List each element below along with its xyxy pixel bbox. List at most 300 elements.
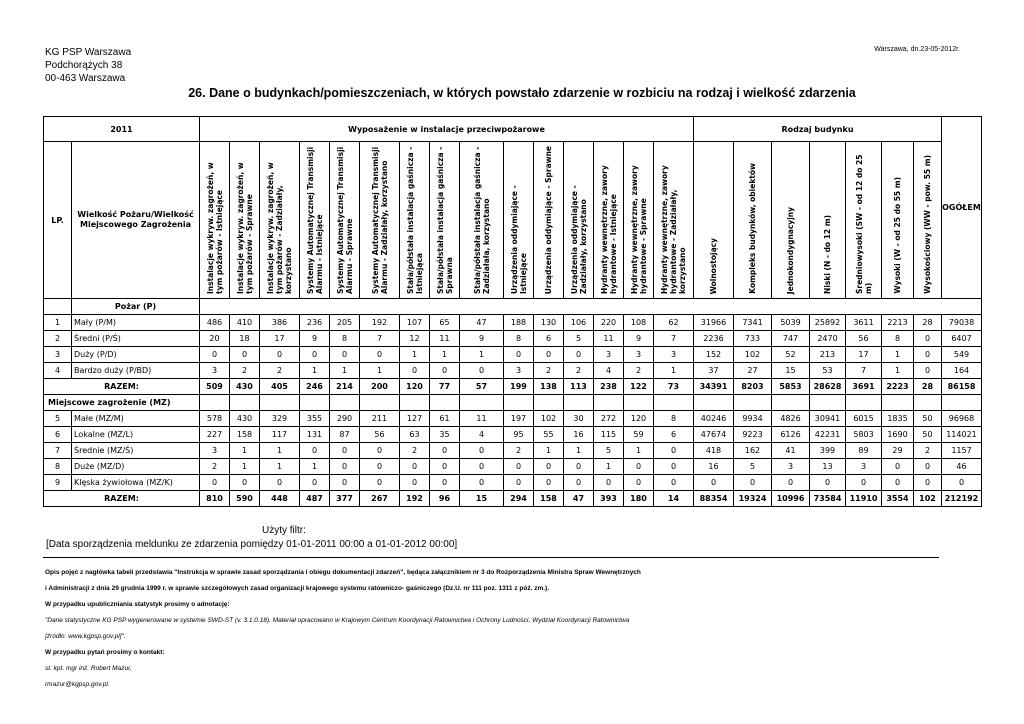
- cell-value: 16: [564, 427, 594, 443]
- section-filler-cell: [200, 395, 230, 411]
- cell-value: 214: [330, 379, 360, 395]
- row-lp: 4: [44, 363, 72, 379]
- cell-value: 747: [772, 331, 810, 347]
- cell-value: 59: [624, 427, 654, 443]
- cell-value: 3611: [846, 315, 882, 331]
- column-header: [564, 142, 594, 299]
- column-header: [594, 142, 624, 299]
- section-filler-cell: [882, 395, 914, 411]
- cell-value: 0: [694, 475, 734, 491]
- note-line-3: W przypadku upubliczniania statystyk prosimy o adnotację:: [45, 601, 230, 608]
- cell-value: 3: [624, 347, 654, 363]
- column-header: [430, 142, 460, 299]
- cell-value: 197: [504, 411, 534, 427]
- cell-value: 158: [534, 491, 564, 507]
- statistics-table: [43, 116, 982, 507]
- cell-value: 87: [330, 427, 360, 443]
- cell-value: 28: [914, 315, 942, 331]
- cell-value: 0: [430, 459, 460, 475]
- cell-value: 120: [624, 411, 654, 427]
- row-lp: 6: [44, 427, 72, 443]
- cell-value: 117: [260, 427, 300, 443]
- column-header-label: Hydranty wewnętrzne, zawory hydrantowe - Istniejące: [599, 165, 618, 294]
- cell-value: 0: [430, 475, 460, 491]
- cell-value: 89: [846, 443, 882, 459]
- cell-value: 88354: [694, 491, 734, 507]
- column-header: [734, 142, 772, 299]
- sum-label: RAZEM:: [44, 491, 200, 507]
- column-header: [300, 142, 330, 299]
- cell-value: 418: [694, 443, 734, 459]
- column-header-label: Systemy Automatycznej Transmisji Alarmu - Istniejące: [305, 146, 324, 294]
- cell-value: 47674: [694, 427, 734, 443]
- cell-value: 30941: [810, 411, 846, 427]
- cell-value: 0: [914, 459, 942, 475]
- cell-value: 180: [624, 491, 654, 507]
- cell-value: 0: [230, 347, 260, 363]
- cell-value: 0: [564, 347, 594, 363]
- section-filler-cell: [534, 395, 564, 411]
- cell-value: 28: [914, 379, 942, 395]
- cell-value: 236: [300, 315, 330, 331]
- column-header: [846, 142, 882, 299]
- cell-value: 0: [504, 475, 534, 491]
- document-date: Warszawa, dn.23-05-2012r.: [874, 46, 960, 53]
- cell-value: 0: [460, 363, 504, 379]
- column-header-label: Jednokondygnacyjny: [786, 206, 795, 294]
- column-header: [200, 142, 230, 299]
- row-lp: 5: [44, 411, 72, 427]
- cell-value: 107: [400, 315, 430, 331]
- cell-value: 2470: [810, 331, 846, 347]
- cell-value: 0: [400, 363, 430, 379]
- cell-value: 0: [654, 475, 694, 491]
- cell-value: 102: [734, 347, 772, 363]
- cell-value: 1690: [882, 427, 914, 443]
- cell-value: 6126: [772, 427, 810, 443]
- table-row: [44, 427, 982, 443]
- cell-value: 205: [330, 315, 360, 331]
- column-header-label: Systemy Automatycznej Transmisji Alarmu - Sprawne: [335, 146, 354, 294]
- cell-value: 0: [300, 347, 330, 363]
- cell-value: 0: [624, 459, 654, 475]
- cell-value: 13: [810, 459, 846, 475]
- section-row: [44, 395, 982, 411]
- cell-value: 138: [534, 379, 564, 395]
- cell-value: 410: [230, 315, 260, 331]
- cell-value: 5803: [846, 427, 882, 443]
- section-filler-cell: [504, 395, 534, 411]
- cell-value: 17: [846, 347, 882, 363]
- cell-value: 0: [330, 443, 360, 459]
- cell-value: 108: [624, 315, 654, 331]
- cell-value: 487: [300, 491, 330, 507]
- column-header-label: Wysokościowy (WW - pow. 55 m): [923, 155, 932, 294]
- cell-value: 2213: [882, 315, 914, 331]
- cell-value: 211: [360, 411, 400, 427]
- row-name: Mały (P/M): [72, 315, 200, 331]
- cell-value: 0: [460, 475, 504, 491]
- cell-value: 1: [882, 347, 914, 363]
- note-line-5: [źródło: www.kgpsp.gov.pl]".: [45, 633, 126, 640]
- cell-value: 15: [460, 491, 504, 507]
- cell-value: 55: [534, 427, 564, 443]
- table-row: [44, 363, 982, 379]
- column-header: [260, 142, 300, 299]
- section-filler-cell: [846, 395, 882, 411]
- cell-value: 1: [460, 347, 504, 363]
- cell-value: 34391: [694, 379, 734, 395]
- cell-value: 0: [882, 459, 914, 475]
- column-header-label: Stała/półstała instalacja gaśnicza - Istniejąca: [405, 146, 424, 294]
- cell-value: 0: [914, 475, 942, 491]
- section-filler-cell: [230, 395, 260, 411]
- section-filler-cell: [300, 395, 330, 411]
- cell-value: 7: [846, 363, 882, 379]
- column-header-label: Systemy Automatycznej Transmisji Alarmu - Zadziałały, korzystano: [370, 146, 389, 294]
- cell-value: 8: [654, 411, 694, 427]
- column-header: [400, 142, 430, 299]
- organization-address: [45, 46, 131, 85]
- org-line-1: KG PSP Warszawa: [45, 47, 132, 58]
- cell-value: 733: [734, 331, 772, 347]
- cell-value: 0: [360, 347, 400, 363]
- cell-value: 1: [624, 443, 654, 459]
- section-filler-cell: [460, 395, 504, 411]
- cell-value: 0: [594, 475, 624, 491]
- section-filler-cell: [810, 395, 846, 411]
- table-row: [44, 443, 982, 459]
- cell-value: 79038: [942, 315, 982, 331]
- cell-value: 50: [914, 427, 942, 443]
- cell-value: 5039: [772, 315, 810, 331]
- cell-value: 2: [400, 443, 430, 459]
- table-row: [44, 411, 982, 427]
- column-header: [694, 142, 734, 299]
- cell-value: 0: [400, 475, 430, 491]
- cell-value: 9: [460, 331, 504, 347]
- cell-value: 3554: [882, 491, 914, 507]
- section-filler-cell: [624, 395, 654, 411]
- cell-value: 0: [300, 443, 330, 459]
- cell-value: 1: [400, 347, 430, 363]
- row-name: Duże (MZ/D): [72, 459, 200, 475]
- cell-value: 3691: [846, 379, 882, 395]
- cell-value: 486: [200, 315, 230, 331]
- cell-value: 1: [300, 363, 330, 379]
- cell-value: 1: [430, 347, 460, 363]
- cell-value: 238: [594, 379, 624, 395]
- column-header-label: Urządzenia oddymiające - Zadziałały, korzystano: [569, 185, 588, 294]
- table-row: [44, 315, 982, 331]
- cell-value: 1: [654, 363, 694, 379]
- cell-value: 192: [360, 315, 400, 331]
- cell-value: 57: [460, 379, 504, 395]
- cell-value: 42231: [810, 427, 846, 443]
- cell-value: 86158: [942, 379, 982, 395]
- cell-value: 267: [360, 491, 400, 507]
- cell-value: 28628: [810, 379, 846, 395]
- cell-value: 63: [400, 427, 430, 443]
- cell-value: 8: [504, 331, 534, 347]
- cell-value: 17: [260, 331, 300, 347]
- section-filler-cell: [330, 395, 360, 411]
- cell-value: 0: [360, 459, 400, 475]
- row-name: Lokalne (MZ/L): [72, 427, 200, 443]
- cell-value: 2: [914, 443, 942, 459]
- cell-value: 77: [430, 379, 460, 395]
- table-row: [44, 475, 982, 491]
- org-line-3: 00-463 Warszawa: [45, 73, 126, 84]
- cell-value: 810: [200, 491, 230, 507]
- row-lp: 3: [44, 347, 72, 363]
- cell-value: 4826: [772, 411, 810, 427]
- equipment-group-header: Wyposażenie w instalacje przeciwpożarowe: [200, 117, 694, 142]
- cell-value: 0: [200, 475, 230, 491]
- row-name: Średni (P/Ś): [72, 331, 200, 347]
- row-lp: 8: [44, 459, 72, 475]
- cell-value: 15: [772, 363, 810, 379]
- row-lp: 7: [44, 443, 72, 459]
- section-filler-cell: [772, 395, 810, 411]
- cell-value: 95: [504, 427, 534, 443]
- cell-value: 20: [200, 331, 230, 347]
- cell-value: 53: [810, 363, 846, 379]
- cell-value: 102: [534, 411, 564, 427]
- cell-value: 40246: [694, 411, 734, 427]
- cell-value: 1: [300, 459, 330, 475]
- cell-value: 50: [914, 411, 942, 427]
- sum-row: [44, 379, 982, 395]
- cell-value: 2223: [882, 379, 914, 395]
- cell-value: 430: [230, 379, 260, 395]
- cell-value: 65: [430, 315, 460, 331]
- cell-value: 73: [654, 379, 694, 395]
- cell-value: 96968: [942, 411, 982, 427]
- column-header-label: Instalacje wykryw. zagrożeń, w tym pożarów - Zadziałały, korzystano: [266, 162, 293, 294]
- cell-value: 6: [654, 427, 694, 443]
- cell-value: 114021: [942, 427, 982, 443]
- cell-value: 0: [300, 475, 330, 491]
- cell-value: 329: [260, 411, 300, 427]
- cell-value: 0: [200, 347, 230, 363]
- cell-value: 1: [230, 443, 260, 459]
- cell-value: 0: [360, 443, 400, 459]
- column-header-label: Wysoki (W - od 25 do 55 m): [893, 177, 902, 294]
- cell-value: 52: [772, 347, 810, 363]
- column-header: [624, 142, 654, 299]
- cell-value: 2: [564, 363, 594, 379]
- section-filler-cell: [594, 395, 624, 411]
- section-filler-cell: [360, 395, 400, 411]
- table-row: [44, 459, 982, 475]
- cell-value: 47: [460, 315, 504, 331]
- org-line-2: Podchorążych 38: [45, 60, 123, 71]
- cell-value: 0: [460, 443, 504, 459]
- cell-value: 8: [882, 331, 914, 347]
- row-name: Klęska żywiołowa (MZ/K): [72, 475, 200, 491]
- cell-value: 0: [654, 443, 694, 459]
- cell-value: 0: [504, 347, 534, 363]
- cell-value: 0: [942, 475, 982, 491]
- cell-value: 220: [594, 315, 624, 331]
- cell-value: 590: [230, 491, 260, 507]
- cell-value: 3: [200, 363, 230, 379]
- cell-value: 0: [564, 459, 594, 475]
- cell-value: 11: [594, 331, 624, 347]
- section-filler-cell: [694, 395, 734, 411]
- cell-value: 3: [772, 459, 810, 475]
- section-filler-cell: [654, 395, 694, 411]
- sum-row: [44, 491, 982, 507]
- cell-value: 399: [810, 443, 846, 459]
- cell-value: 162: [734, 443, 772, 459]
- section-local-label: Miejscowe zagrożenie (MZ): [44, 395, 200, 411]
- cell-value: 9: [624, 331, 654, 347]
- column-header: [330, 142, 360, 299]
- cell-value: 5853: [772, 379, 810, 395]
- cell-value: 164: [942, 363, 982, 379]
- cell-value: 272: [594, 411, 624, 427]
- column-header-label: Urządzenia oddymiające - Sprawne: [544, 145, 553, 294]
- cell-value: 1: [360, 363, 400, 379]
- row-name: Bardzo duży (P/BD): [72, 363, 200, 379]
- note-line-7: st. kpt. mgr inż. Robert Mazur,: [45, 665, 132, 672]
- total-header: OGÓŁEM: [942, 117, 982, 299]
- cell-value: 0: [430, 363, 460, 379]
- column-header-label: Instalacje wykryw. zagrożeń, w tym pożarów - Sprawne: [235, 162, 254, 294]
- cell-value: 0: [810, 475, 846, 491]
- cell-value: 0: [260, 347, 300, 363]
- cell-value: 0: [400, 459, 430, 475]
- year-header: 2011: [44, 117, 200, 142]
- column-header-label: Instalacje wykryw. zagrożeń, w tym pożarów - Istniejące: [205, 162, 224, 294]
- column-header-label: Kompleks budynków, obiektów: [748, 163, 757, 294]
- cell-value: 158: [230, 427, 260, 443]
- cell-value: 4: [460, 427, 504, 443]
- cell-value: 5: [564, 331, 594, 347]
- cell-value: 7: [654, 331, 694, 347]
- cell-value: 62: [654, 315, 694, 331]
- row-lp: 1: [44, 315, 72, 331]
- cell-value: 1: [260, 459, 300, 475]
- column-header: [882, 142, 914, 299]
- cell-value: 2: [260, 363, 300, 379]
- cell-value: 11: [430, 331, 460, 347]
- column-header-label: Hydranty wewnętrzne, zawory hydrantowe - Sprawne: [629, 165, 648, 294]
- cell-value: 37: [694, 363, 734, 379]
- cell-value: 18: [230, 331, 260, 347]
- cell-value: 61: [430, 411, 460, 427]
- cell-value: 7: [360, 331, 400, 347]
- row-name: Średnie (MZ/Ś): [72, 443, 200, 459]
- table-row: [44, 347, 982, 363]
- cell-value: 130: [534, 315, 564, 331]
- cell-value: 96: [430, 491, 460, 507]
- cell-value: 448: [260, 491, 300, 507]
- cell-value: 246: [300, 379, 330, 395]
- cell-value: 27: [734, 363, 772, 379]
- building-group-header: Rodzaj budynku: [694, 117, 942, 142]
- cell-value: 294: [504, 491, 534, 507]
- section-filler-cell: [430, 395, 460, 411]
- cell-value: 8: [330, 331, 360, 347]
- size-header: Wielkość Pożaru/Wielkość Miejscowego Zagrożenia: [72, 142, 200, 299]
- section-filler-cell: [400, 395, 430, 411]
- cell-value: 6015: [846, 411, 882, 427]
- cell-value: 430: [230, 411, 260, 427]
- cell-value: 5: [734, 459, 772, 475]
- row-lp: 2: [44, 331, 72, 347]
- cell-value: 1: [882, 363, 914, 379]
- sum-label: RAZEM:: [44, 379, 200, 395]
- cell-value: 11: [460, 411, 504, 427]
- section-filler-cell: [914, 395, 942, 411]
- cell-value: 19324: [734, 491, 772, 507]
- cell-value: 47: [564, 491, 594, 507]
- cell-value: 509: [200, 379, 230, 395]
- note-line-1: Opis pojęć z nagłówka tabeli przedstawia "Instrukcja w sprawie zasad sporządzania i obiegu dokumentacji zdarzeń", będąca załącznikiem nr 3 do Rozporządzenia Ministra Spraw Wewnętrznych: [45, 569, 641, 576]
- section-fire-label: Pożar (P): [72, 299, 200, 315]
- cell-value: 56: [360, 427, 400, 443]
- cell-value: 25892: [810, 315, 846, 331]
- cell-value: 393: [594, 491, 624, 507]
- note-line-2: i Administracji z dnia 29 grudnia 1999 r. w sprawie szczegółowych zasad organizacji krajowego systemu ratowniczo- gaśniczego (Dz.U. nr 111 poz. 1311 z póź. zm.).: [45, 585, 550, 592]
- cell-value: 192: [400, 491, 430, 507]
- note-line-4: "Dane statystyczne KG PSP wygenerowane w systemie SWD-ST (v. 3.1.0.18). Materiał opracowano w Krajowym Centrum Koordynacji Ratownictwa i Ochrony Ludności, Wydział Koordynacji Ratownictwa: [45, 617, 630, 624]
- cell-value: 2: [534, 363, 564, 379]
- cell-value: 14: [654, 491, 694, 507]
- filter-text: [Data sporządzenia meldunku ze zdarzenia pomiędzy 01-01-2011 00:00 a 01-01-2012 00:00]: [46, 539, 458, 550]
- column-header: [810, 142, 846, 299]
- column-header-label: Urządzenia oddymiające - Istniejące: [509, 185, 528, 294]
- column-header: [534, 142, 564, 299]
- cell-value: 3: [846, 459, 882, 475]
- cell-value: 29: [882, 443, 914, 459]
- cell-value: 1: [534, 443, 564, 459]
- divider: [43, 557, 939, 558]
- cell-value: 102: [914, 491, 942, 507]
- cell-value: 2: [230, 363, 260, 379]
- cell-value: 355: [300, 411, 330, 427]
- cell-value: 1: [594, 459, 624, 475]
- cell-value: 120: [400, 379, 430, 395]
- column-header: [360, 142, 400, 299]
- cell-value: 386: [260, 315, 300, 331]
- note-line-8: rmazur@kgpsp.gov.pl.: [45, 681, 110, 688]
- cell-value: 188: [504, 315, 534, 331]
- cell-value: 0: [504, 459, 534, 475]
- cell-value: 1: [564, 443, 594, 459]
- cell-value: 0: [914, 363, 942, 379]
- cell-value: 0: [772, 475, 810, 491]
- cell-value: 0: [330, 475, 360, 491]
- cell-value: 213: [810, 347, 846, 363]
- cell-value: 7341: [734, 315, 772, 331]
- cell-value: 290: [330, 411, 360, 427]
- column-header: [654, 142, 694, 299]
- cell-value: 0: [534, 347, 564, 363]
- cell-value: 0: [846, 475, 882, 491]
- page-title: 26. Dane o budynkach/pomieszczeniach, w których powstało zdarzenie w rozbiciu na rodzaj i wielkość zdarzenia: [188, 86, 856, 100]
- column-header-label: Wolnostojący: [709, 237, 718, 294]
- cell-value: 549: [942, 347, 982, 363]
- cell-value: 9934: [734, 411, 772, 427]
- cell-value: 9: [300, 331, 330, 347]
- row-name: Małe (MZ/M): [72, 411, 200, 427]
- cell-value: 578: [200, 411, 230, 427]
- section-fire-filler: [200, 299, 982, 315]
